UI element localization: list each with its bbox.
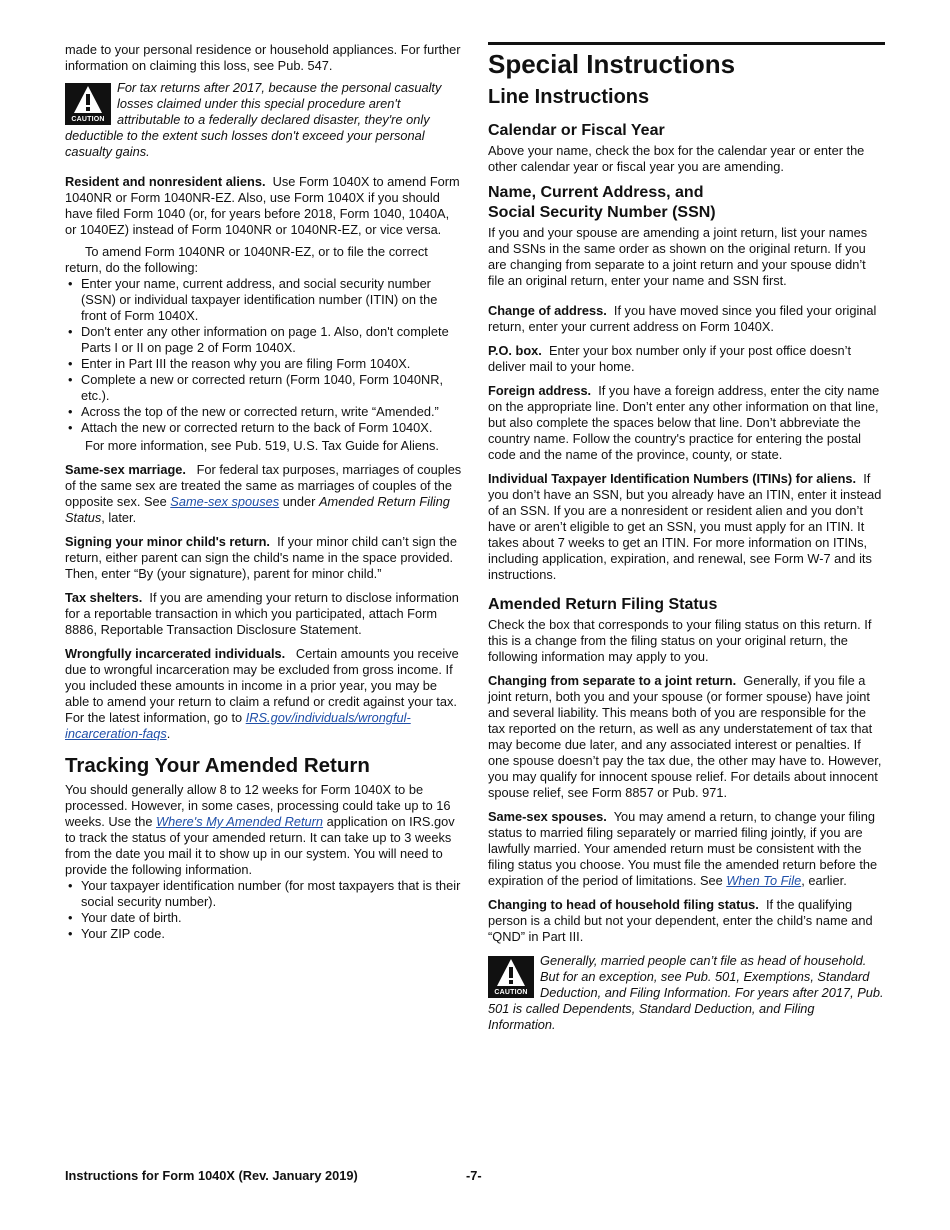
head-of-household-text: If the qualifying person is a child but not your dependent, enter the child’s name and “QND” in Part III.: [488, 897, 873, 944]
aliens-paragraph: [65, 174, 462, 238]
change-address-heading: Change of address.: [488, 303, 607, 318]
same-sex-spouses-link[interactable]: Same-sex spouses: [170, 494, 280, 509]
aliens-text: Use Form 1040X to amend Form 1040NR or Form 1040NR-EZ. Also, use Form 1040X if you should have filed Form 1040 (or, for years before 2018, Form 1040, 1040A, or 1040EZ) instead of Form 1040NR or 1040NR-EZ, or vice versa.: [65, 174, 460, 237]
head-of-household-heading: Changing to head of household filing status.: [488, 897, 759, 912]
itin-heading: Individual Taxpayer Identification Numbers (ITINs) for aliens.: [488, 471, 857, 486]
list-item: • Across the top of the new or corrected return, write “Amended.”: [65, 404, 462, 420]
tracking-heading: Tracking Your Amended Return: [65, 754, 370, 777]
list-item: • Enter in Part III the reason why you are filing Form 1040X.: [65, 356, 462, 372]
list-item: • Attach the new or corrected return to the back of Form 1040X.: [65, 420, 462, 436]
name-heading-line1: Name, Current Address, and: [488, 184, 704, 201]
warning-triangle-icon: [496, 958, 526, 988]
caution-text: For tax returns after 2017, because the personal casualty losses claimed under this special procedure aren't attributable to a federally declared disaster, they're only deductible to the extent such losses don't exceed your personal casualty gains.: [65, 80, 442, 159]
section-rule: [488, 42, 885, 45]
tracking-paragraph: [65, 782, 462, 878]
wrongful-text: Certain amounts you receive due to wrongful incarceration may be excluded from gross income. If you included these amounts in income in a prior year, you may be able to amend your return to claim a refund or credit against your tax. For the latest information, go to: [65, 646, 459, 725]
minor-child-heading: Signing your minor child's return.: [65, 534, 270, 549]
wheres-my-amended-return-link[interactable]: Where's My Amended Return: [156, 814, 324, 829]
list-item: • Your ZIP code.: [65, 926, 462, 942]
filing-status-heading: Amended Return Filing Status: [488, 596, 718, 613]
same-sex-marriage-paragraph: [65, 462, 462, 526]
caution-text-2: Generally, married people can’t file as head of household. But for an exception, see Pub. 501, Exemptions, Standard Deduction, and Filing Information. For years after 2017, Pub. 501 is called Dependents, Standard Deduction, and Filing Information.: [488, 953, 884, 1032]
foreign-address-heading: Foreign address.: [488, 383, 592, 398]
same-sex-spouses-text: You may amend a return, to change your filing status to married filing separately or married filing jointly, if you are lawfully married. Your amended return must be consistent with the filing status you choose. You must file the amended return before the expiration of the period of limitations. See: [488, 809, 878, 888]
list-item: • Your taxpayer identification number (for most taxpayers that is their social security number).: [65, 878, 462, 910]
head-of-household-paragraph: [488, 897, 885, 945]
filing-status-ref: Amended Return Filing Status: [65, 494, 450, 525]
intro-paragraph: made to your personal residence or household appliances. For further information on claiming this loss, see Pub. 547.: [65, 42, 461, 73]
calendar-heading: Calendar or Fiscal Year: [488, 122, 665, 139]
name-heading-line2: Social Security Number (SSN): [488, 204, 716, 221]
caution-note-2: [488, 953, 885, 1033]
separate-to-joint-text: Generally, if you file a joint return, both you and your spouse (or former spouse) have joint and several liability. This means both of you are responsible for the tax reported on the return, as well as any understatement of tax that may become due later, and any associated interest or penalties. If one spouse doesn’t pay the tax due, the other may have to. However, you may qualify for innocent spouse relief. For details about innocent spouse relief, see Form 8857 or Pub. 971.: [488, 673, 882, 800]
list-item: • Your date of birth.: [65, 910, 462, 926]
wrongful-end: .: [166, 726, 171, 741]
po-box-heading: P.O. box.: [488, 343, 542, 358]
same-sex-marriage-text: For federal tax purposes, marriages of couples of the same sex are treated the same as marriages of couples of the opposite sex. See: [65, 462, 462, 509]
aliens-more: For more information, see Pub. 519, U.S. Tax Guide for Aliens.: [85, 438, 439, 453]
same-sex-spouses-paragraph: [488, 809, 885, 889]
change-address-text: If you have moved since you filed your original return, enter your current address on Form 1040X.: [488, 303, 877, 334]
caution-label: CAUTION: [71, 116, 105, 123]
name-address-text: If you and your spouse are amending a joint return, list your names and SSNs in the same order as shown on the original return. If you are changing from separate to a joint return and your spouse didn’t file an original return, enter your name and SSN first.: [488, 225, 868, 288]
po-box-text: Enter your box number only if your post office doesn’t deliver mail to your home.: [488, 343, 852, 374]
footer-title: Instructions for Form 1040X (Rev. January 2019): [65, 1168, 358, 1183]
minor-child-paragraph: [65, 534, 462, 582]
foreign-address-text: If you have a foreign address, enter the city name on the appropriate line. Don’t enter any other information on that line, but also complete the spaces below that line. Don’t abbreviate the country name. Follow the country's practice for entering the postal code and the name of the province, county, or state.: [488, 383, 880, 462]
tax-shelters-paragraph: [65, 590, 462, 638]
caution-icon: [488, 956, 534, 998]
tax-shelters-text: If you are amending your return to disclose information for a reportable transaction in which you participated, attach Form 8886, Reportable Transaction Disclosure Statement.: [65, 590, 459, 637]
separate-to-joint-heading: Changing from separate to a joint return.: [488, 673, 737, 688]
aliens-para2: To amend Form 1040NR or 1040NR-EZ, or to file the correct return, do the following:: [65, 244, 428, 275]
page-number: -7-: [466, 1168, 482, 1183]
calendar-text: Above your name, check the box for the calendar year or enter the other calendar year or fiscal year you are amending.: [488, 143, 865, 174]
filing-status-text: Check the box that corresponds to your filing status on this return. If this is a change from the filing status on your original return, the following information may apply to you.: [488, 617, 872, 664]
caution-note: [65, 80, 462, 160]
same-sex-marriage-heading: Same-sex marriage.: [65, 462, 186, 477]
wrongful-heading: Wrongfully incarcerated individuals.: [65, 646, 286, 661]
tracking-text: You should generally allow 8 to 12 weeks for Form 1040X to be processed. However, in some cases, processing could take up to 16 weeks. Use the: [65, 782, 451, 829]
list-item: • Don't enter any other information on page 1. Also, don't complete Parts I or II on page 2 of Form 1040X.: [65, 324, 462, 356]
minor-child-text: If your minor child can’t sign the return, either parent can sign the child's name in the space provided. Then, enter “By (your signature), parent for minor child.”: [65, 534, 458, 581]
right-column: [488, 42, 885, 1047]
list-item: • Enter your name, current address, and social security number (SSN) or individual taxpayer identification number (ITIN) on the front of Form 1040X.: [65, 276, 462, 324]
warning-triangle-icon: [73, 85, 103, 115]
change-address-paragraph: [488, 303, 885, 335]
wrongful-paragraph: [65, 646, 462, 742]
wrongful-incarceration-link[interactable]: IRS.gov/individuals/wrongful-incarceration-faqs: [65, 710, 411, 741]
same-sex-marriage-text3: , later.: [101, 510, 137, 525]
name-address-heading: [488, 183, 885, 223]
foreign-address-paragraph: [488, 383, 885, 463]
left-column: [65, 42, 462, 948]
special-instructions-title: Special Instructions: [488, 49, 736, 79]
tracking-text2: application on IRS.gov to track the status of your amended return. It can take up to 3 weeks from the date you mail it to show up in our system. You will need to provide the following information.: [65, 814, 455, 877]
itin-text: If you don’t have an SSN, but you already have an ITIN, enter it instead of an SSN. If you are a nonresident or resident alien and you don’t have or aren’t eligible to get an SSN, you must apply for an ITIN. It takes about 7 weeks to get an ITIN. For more information on ITINs, including application, expiration, and renewal, see Form W-7 and its instructions.: [488, 471, 882, 582]
caution-icon: [65, 83, 111, 125]
aliens-bullets: [65, 276, 462, 436]
caution-label: CAUTION: [494, 989, 528, 996]
same-sex-spouses-heading: Same-sex spouses.: [488, 809, 607, 824]
tax-shelters-heading: Tax shelters.: [65, 590, 143, 605]
same-sex-marriage-text2: under: [282, 494, 316, 509]
po-box-paragraph: [488, 343, 885, 375]
itin-paragraph: [488, 471, 885, 583]
when-to-file-link[interactable]: When To File: [726, 873, 802, 888]
separate-to-joint-paragraph: [488, 673, 885, 801]
line-instructions-title: Line Instructions: [488, 86, 650, 108]
aliens-heading: Resident and nonresident aliens.: [65, 174, 266, 189]
tracking-bullets: [65, 878, 462, 942]
list-item: • Complete a new or corrected return (Form 1040, Form 1040NR, etc.).: [65, 372, 462, 404]
same-sex-spouses-end: , earlier.: [801, 873, 847, 888]
